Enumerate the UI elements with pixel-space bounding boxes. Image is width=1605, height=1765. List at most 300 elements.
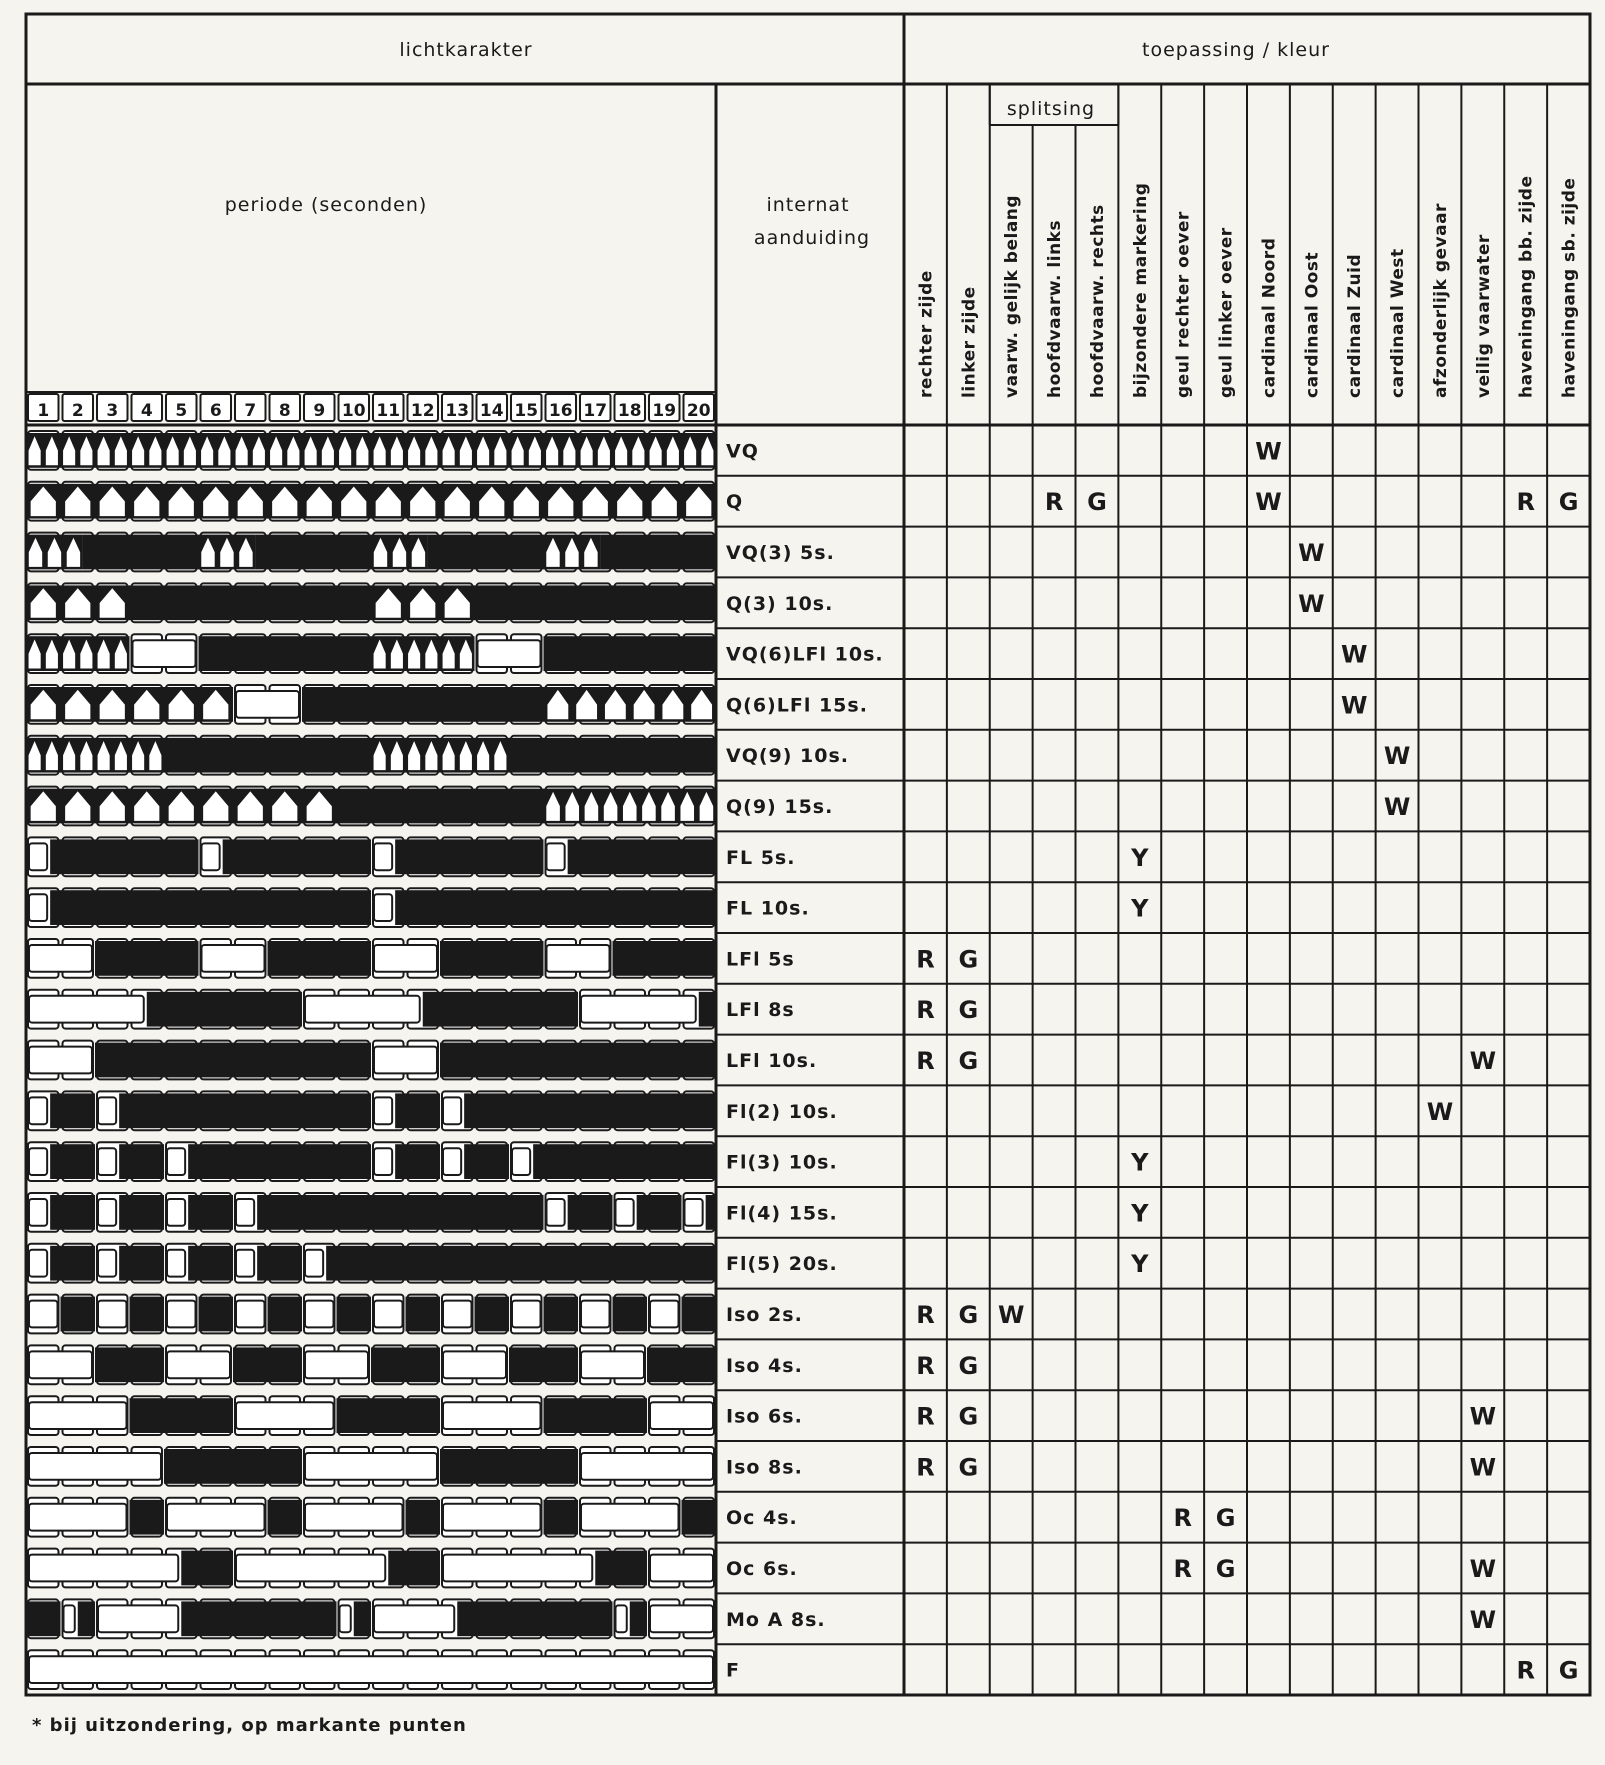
dark-interval (119, 1246, 164, 1281)
colour-mark: R (916, 1047, 935, 1075)
light-interval (29, 996, 144, 1023)
colour-mark: R (916, 996, 935, 1025)
light-interval (29, 1453, 161, 1480)
light-interval (547, 1199, 565, 1226)
light-pattern-row (26, 736, 716, 775)
column-header: geul rechter oever (1173, 211, 1194, 398)
dark-interval (509, 1347, 578, 1382)
colour-mark: W (1340, 640, 1368, 669)
dark-interval (95, 1043, 371, 1078)
lichtkarakter-header: lichtkarakter (399, 39, 533, 61)
light-interval (29, 1301, 58, 1328)
light-interval (374, 1605, 454, 1632)
light-pattern-row (26, 685, 716, 724)
dark-interval (440, 941, 544, 976)
code-label: Q (726, 491, 744, 514)
light-interval (374, 945, 437, 972)
light-interval (29, 1555, 178, 1582)
dark-interval (568, 1195, 613, 1230)
light-interval (374, 1097, 392, 1124)
light-interval (650, 1301, 679, 1328)
light-interval (236, 1301, 265, 1328)
dark-interval (130, 1398, 234, 1433)
internat-header-line2: aanduiding (753, 227, 871, 249)
light-interval (650, 1402, 713, 1429)
light-pattern-row (28, 1345, 716, 1384)
light-interval (202, 843, 220, 870)
dark-interval (337, 1297, 372, 1332)
colour-mark: Y (1131, 894, 1149, 923)
second-number: 15 (514, 401, 539, 421)
light-pattern-row (28, 1142, 716, 1181)
second-number: 14 (479, 401, 504, 421)
dark-interval (26, 687, 233, 722)
light-interval (29, 1504, 127, 1531)
colour-mark: W (1383, 793, 1411, 821)
dark-interval (147, 992, 302, 1027)
code-label: LFl 5s (726, 948, 795, 971)
light-interval (374, 1301, 403, 1328)
code-label: Fl(2) 10s. (726, 1100, 838, 1123)
splitsing-header: splitsing (1006, 98, 1096, 120)
code-label: Fl(3) 10s. (726, 1151, 838, 1174)
light-interval (98, 1199, 116, 1226)
dark-interval (199, 1297, 234, 1332)
colour-mark: W (1255, 488, 1282, 517)
dark-interval (464, 1093, 716, 1128)
colour-mark: R (1516, 488, 1535, 517)
dark-interval (682, 1297, 717, 1332)
second-number: 16 (548, 401, 573, 421)
light-pattern-row (26, 482, 716, 521)
dark-interval (268, 1500, 303, 1535)
light-interval (443, 1097, 461, 1124)
dark-interval (302, 687, 544, 722)
dark-interval (475, 1297, 510, 1332)
light-interval (29, 894, 47, 921)
colour-mark: G (958, 996, 979, 1025)
colour-mark: W (1469, 1453, 1497, 1482)
dark-interval (223, 839, 371, 874)
light-pattern-row (28, 1498, 716, 1537)
dark-interval (406, 1500, 441, 1535)
colour-mark: W (1383, 742, 1411, 771)
light-interval (98, 1250, 116, 1277)
code-label: VQ(9) 10s. (726, 745, 850, 768)
light-pattern-row (26, 634, 716, 673)
colour-mark: R (1516, 1656, 1535, 1685)
code-label: Fl(4) 15s. (726, 1202, 838, 1225)
dark-interval (50, 1195, 95, 1230)
code-label: Fl(5) 20s. (726, 1253, 838, 1276)
light-interval (616, 1199, 634, 1226)
column-header: hoofdvaarw. rechts (1087, 204, 1108, 398)
internat-header-line1: internat (766, 194, 850, 216)
colour-mark: G (958, 1301, 979, 1329)
code-label: Iso 6s. (726, 1405, 803, 1428)
column-header: linker zijde (959, 286, 980, 398)
dark-interval (682, 1500, 717, 1535)
light-interval (340, 1605, 351, 1632)
dark-interval (302, 1601, 337, 1636)
colour-mark: R (916, 1402, 935, 1431)
light-interval (443, 1504, 541, 1531)
dark-interval (699, 992, 716, 1027)
light-interval (581, 1351, 644, 1378)
light-pattern-row (28, 1091, 716, 1130)
light-interval (443, 1148, 461, 1175)
code-label: VQ(6)LFl 10s. (726, 643, 884, 666)
light-interval (374, 1148, 392, 1175)
colour-mark: R (916, 1301, 935, 1329)
colour-mark: G (958, 1351, 979, 1380)
light-pattern-row (28, 1549, 714, 1588)
dark-interval (188, 1246, 233, 1281)
code-label: Iso 4s. (726, 1354, 803, 1377)
light-interval (443, 1555, 592, 1582)
second-number: 7 (244, 401, 257, 421)
dark-interval (119, 1093, 371, 1128)
light-interval (167, 1250, 185, 1277)
second-number: 17 (583, 401, 608, 421)
colour-mark: W (1469, 1047, 1497, 1075)
colour-mark: G (958, 1402, 979, 1431)
table-headers (225, 39, 1330, 249)
dark-interval (50, 1144, 95, 1179)
code-label: VQ (726, 440, 759, 463)
light-interval (374, 843, 392, 870)
light-interval (29, 1402, 127, 1429)
dark-interval (119, 1195, 164, 1230)
light-pattern-row (26, 1599, 714, 1638)
dark-interval (50, 1246, 95, 1281)
light-interval (443, 1301, 472, 1328)
light-interval (167, 1301, 196, 1328)
light-pattern-row (26, 533, 716, 572)
dark-interval (181, 1551, 233, 1586)
column-header: afzonderlijk gevaar (1430, 203, 1451, 398)
column-header: rechter zijde (916, 270, 937, 398)
dark-interval (233, 1347, 302, 1382)
light-interval (305, 1453, 437, 1480)
code-label: Iso 2s. (726, 1304, 803, 1326)
light-pattern-row (28, 939, 716, 978)
dark-interval (544, 1500, 579, 1535)
light-interval (305, 1301, 334, 1328)
light-pattern-row (28, 1041, 716, 1080)
light-interval (167, 1199, 185, 1226)
dark-interval (475, 585, 717, 620)
light-interval (305, 1250, 323, 1277)
light-pattern-area (26, 431, 716, 1689)
column-header: haveningang bb. zijde (1516, 175, 1537, 398)
light-pattern-row (28, 1650, 714, 1689)
colour-mark: Y (1131, 1250, 1149, 1279)
colour-mark: R (916, 1453, 935, 1482)
second-number: 20 (686, 401, 711, 421)
light-interval (167, 1504, 265, 1531)
second-number: 2 (71, 401, 84, 421)
second-number: 13 (445, 401, 470, 421)
light-interval (547, 945, 610, 972)
dark-interval (95, 1347, 164, 1382)
dark-interval (130, 1500, 165, 1535)
light-interval (29, 1148, 47, 1175)
dark-interval (326, 1246, 716, 1281)
light-interval (305, 996, 420, 1023)
colour-mark: G (958, 945, 979, 974)
light-pattern-row (28, 1396, 714, 1435)
light-interval (236, 1555, 385, 1582)
dark-interval (406, 1297, 441, 1332)
dark-interval (395, 1144, 440, 1179)
light-pattern-row (28, 888, 716, 927)
second-number: 3 (106, 401, 119, 421)
dark-interval (613, 1297, 648, 1332)
colour-mark: W (1469, 1555, 1497, 1583)
column-header: haveningang sb. zijde (1559, 177, 1580, 398)
dark-interval (257, 1195, 543, 1230)
periode-header: periode (seconden) (224, 194, 428, 216)
second-number: 1 (37, 401, 50, 421)
light-interval (236, 1250, 254, 1277)
dark-interval (630, 1601, 647, 1636)
light-interval (98, 1097, 116, 1124)
light-pattern-row (26, 583, 716, 622)
light-interval (581, 1453, 713, 1480)
dark-interval (613, 941, 717, 976)
second-number: 6 (209, 401, 222, 421)
dark-interval (428, 535, 544, 570)
dark-interval (706, 1195, 716, 1230)
light-interval (29, 1097, 47, 1124)
colour-mark: R (916, 945, 935, 974)
light-interval (581, 1504, 679, 1531)
toepassing-kleur-header: toepassing / kleur (1142, 39, 1330, 61)
colour-mark: R (1173, 1504, 1192, 1533)
second-number: 8 (278, 401, 291, 421)
dark-interval (61, 1297, 96, 1332)
dark-interval (50, 890, 371, 925)
light-interval (167, 1148, 185, 1175)
light-interval (29, 1351, 92, 1378)
dark-interval (544, 636, 717, 671)
light-interval (374, 894, 392, 921)
second-number: 18 (617, 401, 642, 421)
dark-interval (50, 1093, 95, 1128)
light-interval (305, 1504, 403, 1531)
light-interval (29, 1656, 713, 1683)
dark-interval (423, 992, 578, 1027)
light-interval (374, 1047, 437, 1074)
second-number: 19 (652, 401, 677, 421)
dark-interval (544, 1398, 648, 1433)
light-interval (64, 1605, 75, 1632)
light-interval (443, 1351, 506, 1378)
colour-mark: G (1558, 1656, 1579, 1685)
light-interval (443, 1402, 541, 1429)
light-pattern-row (28, 990, 716, 1029)
code-label: Q(6)LFl 15s. (726, 694, 868, 717)
code-label: LFl 10s. (726, 1050, 818, 1072)
dark-interval (337, 1398, 441, 1433)
code-label: LFl 8s (726, 999, 795, 1022)
dark-interval (119, 1144, 164, 1179)
dark-interval (164, 1449, 302, 1484)
dark-interval (509, 738, 716, 773)
dark-interval (337, 789, 544, 824)
dark-interval (440, 1043, 716, 1078)
dark-interval (578, 1601, 613, 1636)
dark-interval (388, 1551, 440, 1586)
dark-interval (595, 1551, 647, 1586)
dark-interval (257, 1246, 302, 1281)
dark-interval (395, 890, 716, 925)
dark-interval (544, 687, 717, 722)
colour-mark: W (997, 1301, 1025, 1329)
dark-interval (395, 1093, 440, 1128)
colour-mark: G (1215, 1504, 1236, 1533)
column-header: veilig vaarwater (1473, 234, 1494, 398)
light-interval (305, 1351, 368, 1378)
colour-mark: G (1215, 1555, 1236, 1583)
light-interval (98, 1301, 127, 1328)
colour-mark: Y (1131, 1199, 1149, 1228)
code-label: Iso 8s. (726, 1456, 803, 1479)
column-header: cardinaal Oost (1302, 251, 1323, 398)
dark-interval (188, 1195, 233, 1230)
dark-interval (78, 1601, 95, 1636)
light-interval (133, 640, 196, 667)
column-header: cardinaal Noord (1259, 237, 1280, 398)
light-interval (29, 1199, 47, 1226)
code-label: Mo A 8s. (726, 1608, 826, 1631)
code-label: Q(9) 15s. (726, 796, 834, 818)
colour-mark: Y (1131, 1148, 1149, 1177)
light-interval (685, 1199, 703, 1226)
dark-interval (568, 839, 716, 874)
code-label: VQ(3) 5s. (726, 542, 835, 564)
dark-interval (95, 941, 199, 976)
colour-mark: W (1426, 1097, 1454, 1126)
light-interval (581, 1301, 610, 1328)
code-label: F (726, 1659, 740, 1682)
light-interval (512, 1148, 530, 1175)
dark-interval (164, 738, 371, 773)
footnote: * bij uitzondering, op markante punten (32, 1715, 467, 1736)
dark-interval (395, 839, 543, 874)
second-number: 9 (313, 401, 326, 421)
colour-mark: R (1044, 488, 1064, 517)
code-label: Oc 4s. (726, 1507, 798, 1530)
light-interval (616, 1605, 627, 1632)
dark-interval (647, 1347, 716, 1382)
dark-interval (26, 1601, 61, 1636)
colour-mark: Y (1131, 843, 1149, 872)
colour-mark: G (1087, 488, 1107, 517)
dark-interval (464, 1144, 509, 1179)
code-label: FL 5s. (726, 846, 796, 869)
light-interval (650, 1555, 713, 1582)
dark-interval (50, 839, 198, 874)
column-header: hoofdvaarw. links (1045, 219, 1066, 398)
column-header: cardinaal West (1388, 248, 1409, 398)
colour-mark: G (1558, 488, 1579, 517)
dark-interval (371, 1347, 440, 1382)
second-number: 12 (410, 401, 435, 421)
colour-mark: W (1340, 691, 1368, 720)
dark-interval (457, 1601, 578, 1636)
dark-interval (440, 1449, 578, 1484)
code-label: FL 10s. (726, 897, 810, 920)
light-pattern-row (28, 1295, 716, 1334)
code-label: Q(3) 10s. (726, 592, 834, 615)
light-interval (236, 1402, 334, 1429)
dark-interval (255, 535, 371, 570)
light-interval (167, 1351, 230, 1378)
light-pattern-row (26, 787, 716, 826)
light-interval (650, 1605, 713, 1632)
dark-interval (637, 1195, 682, 1230)
second-number: 5 (175, 401, 188, 421)
second-number: 4 (140, 401, 153, 421)
light-pattern-row (26, 431, 716, 470)
light-interval (512, 1301, 541, 1328)
light-pattern-row (28, 837, 716, 876)
light-interval (202, 945, 265, 972)
light-interval (236, 691, 299, 718)
light-interval (478, 640, 541, 667)
colour-mark: W (1469, 1402, 1497, 1431)
dark-interval (130, 585, 372, 620)
light-interval (98, 1605, 178, 1632)
light-interval (98, 1148, 116, 1175)
colour-mark: W (1469, 1605, 1497, 1634)
second-number: 11 (376, 401, 401, 421)
colour-mark: R (1173, 1555, 1192, 1583)
dark-interval (600, 535, 716, 570)
light-interval (581, 996, 696, 1023)
colour-mark: R (916, 1351, 935, 1380)
dark-interval (188, 1144, 371, 1179)
light-interval (29, 1047, 92, 1074)
dark-interval (533, 1144, 716, 1179)
light-pattern-row (28, 1447, 714, 1486)
light-pattern-row (28, 1244, 716, 1283)
light-interval (29, 843, 47, 870)
code-label: Oc 6s. (726, 1558, 798, 1580)
colour-mark: G (958, 1453, 979, 1482)
dark-interval (199, 636, 372, 671)
dark-interval (181, 1601, 302, 1636)
dark-interval (544, 1297, 579, 1332)
dark-interval (83, 535, 199, 570)
international-codes (726, 440, 884, 1681)
column-header: cardinaal Zuid (1345, 253, 1366, 398)
dark-interval (130, 1297, 165, 1332)
dark-interval (354, 1601, 371, 1636)
dark-interval (268, 1297, 303, 1332)
colour-mark: G (958, 1047, 979, 1075)
colour-mark: W (1298, 539, 1325, 567)
seconds-ruler (28, 394, 714, 421)
column-header: bijzondere markering (1130, 182, 1151, 398)
light-interval (236, 1199, 254, 1226)
light-pattern-row (28, 1193, 716, 1232)
light-interval (29, 945, 92, 972)
column-header: geul linker oever (1216, 227, 1237, 398)
light-interval (29, 1250, 47, 1277)
